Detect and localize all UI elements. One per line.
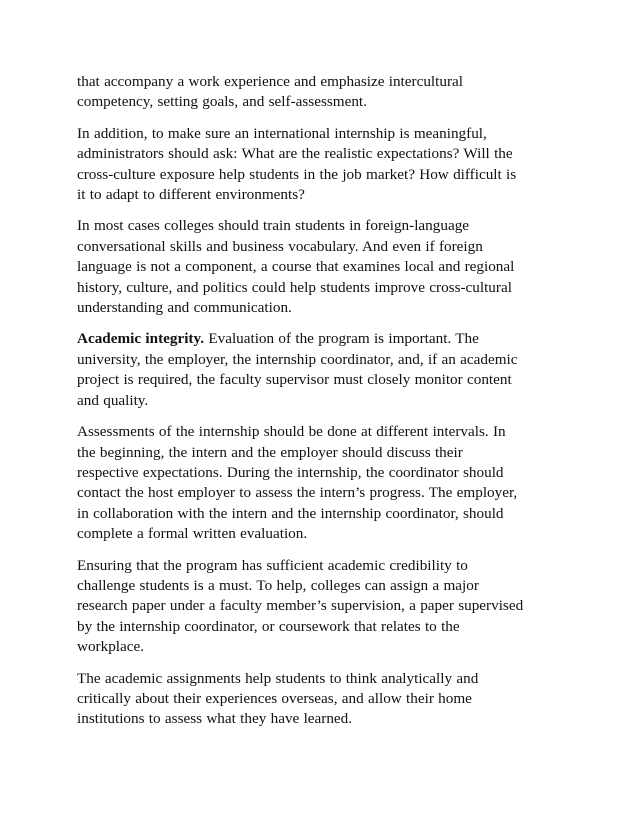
text-line: competency, setting goals, and self-assessment. [77, 93, 367, 111]
text-line: by the internship coordinator, or coursework that relates to the [77, 617, 460, 635]
text-line: In addition, to make sure an international internship is meaningful, [77, 124, 487, 142]
paragraph-5 [77, 422, 577, 544]
text-line: that accompany a work experience and emphasize intercultural [77, 73, 463, 90]
text-line: administrators should ask: What are the realistic expectations? Will the [77, 145, 513, 163]
text-line: cross-culture exposure help students in the job market? How difficult is [77, 165, 517, 183]
text-line: research paper under a faculty member’s supervision, a paper supervised [77, 597, 524, 615]
text-line [77, 329, 577, 349]
text-line: in collaboration with the intern and the internship coordinator, should [77, 504, 504, 522]
text-line: respective expectations. During the internship, the coordinator should [77, 463, 504, 481]
paragraph-4 [77, 329, 577, 411]
paragraph-7 [77, 669, 577, 730]
text-line: history, culture, and politics could help students improve cross-cultural [77, 278, 512, 296]
text-line: institutions to assess what they have learned. [77, 710, 353, 728]
text-line: The academic assignments help students to think analytically and [77, 669, 479, 687]
text-line: contact the host employer to assess the intern’s progress. The employer, [77, 484, 518, 502]
section-heading-academic-integrity: Academic integrity. [77, 330, 205, 348]
text-line: critically about their experiences overseas, and allow their home [77, 689, 472, 707]
text-line: Ensuring that the program has sufficient academic credibility to [77, 556, 468, 574]
paragraph-3 [77, 216, 577, 318]
document-body [77, 72, 577, 741]
text-line: understanding and communication. [77, 299, 292, 317]
text-line: project is required, the faculty supervisor must closely monitor content [77, 371, 512, 389]
text-line: workplace. [77, 638, 145, 656]
text-line: it to adapt to different environments? [77, 186, 305, 204]
text-line: and quality. [77, 391, 149, 409]
paragraph-1 [77, 72, 577, 113]
text-line: language is not a component, a course that examines local and regional [77, 258, 515, 276]
text-line: In most cases colleges should train students in foreign-language [77, 217, 470, 235]
text-line: university, the employer, the internship coordinator, and, if an academic [77, 350, 518, 368]
text-line: complete a formal written evaluation. [77, 525, 308, 543]
text-line: challenge students is a must. To help, colleges can assign a major [77, 576, 479, 594]
text-line: the beginning, the intern and the employer should discuss their [77, 443, 463, 461]
text-line: conversational skills and business vocabulary. And even if foreign [77, 237, 483, 255]
text-line: Assessments of the internship should be done at different intervals. In [77, 423, 506, 441]
paragraph-2 [77, 124, 577, 206]
text-fragment: Evaluation of the program is important. The [204, 330, 479, 348]
paragraph-6 [77, 556, 577, 658]
